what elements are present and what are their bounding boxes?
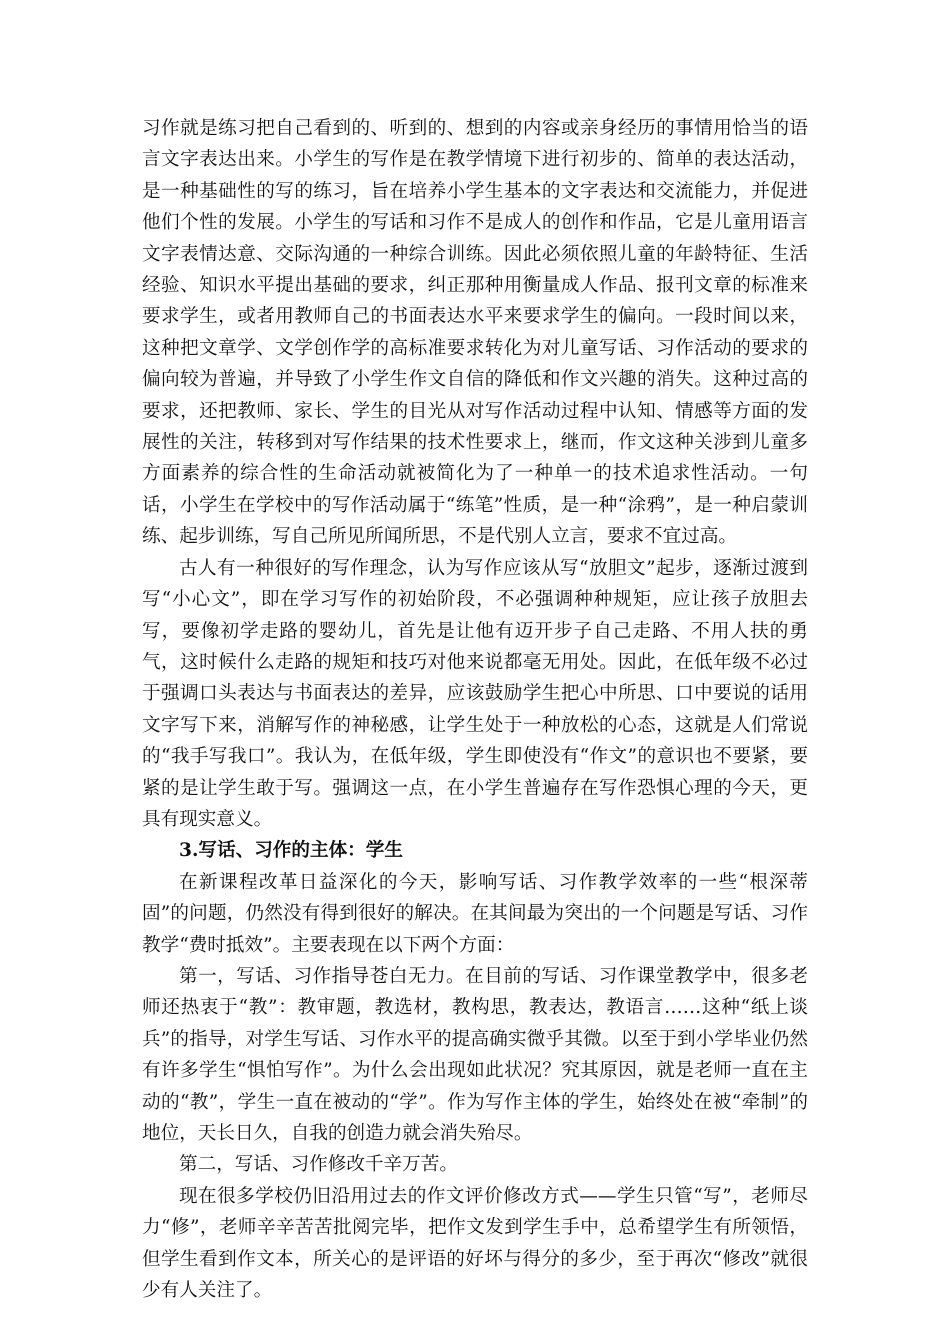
document-page xyxy=(142,113,808,1306)
paragraph-curriculum-reform: 在新课程改革日益深化的今天，影响写话、习作教学效率的一些“根深蒂固”的问题，仍然没有得到很好的解决。在其间最为突出的一个问题是写话、习作教学“费时抵效”。主要表现在以下两个方面： xyxy=(142,871,808,956)
paragraph-second-point: 第二，写话、习作修改千辛万苦。 xyxy=(179,1154,458,1176)
paragraph-ancient-writing-concept: 古人有一种很好的写作理念，认为写作应该从写“放胆文”起步，逐渐过渡到写“小心文”，即在学习写作的初始阶段，不必强调种种规矩，应让孩子放胆去写，要像初学走路的婴幼儿，首先是让他有迈开步子自己走路、不用人扶的勇气，这时候什么走路的规矩和技巧对他来说都毫无用处。因此，在低年级不必过于强调口头表达与书面表达的差异，应该鼓励学生把心中所思、口中要说的话用文字写下来，消解写作的神秘感，让学生处于一种放松的心态，这就是人们常说的“我手写我口”。我认为，在低年级，学生即使没有“作文”的意识也不要紧，要紧的是让学生敢于写。强调这一点，在小学生普遍存在写作恐惧心理的今天，更具有现实意义。 xyxy=(142,557,808,830)
paragraph-first-point: 第一，写话、习作指导苍白无力。在目前的写话、习作课堂教学中，很多老师还热衷于“教”：教审题，教选材，教构思，教表达，教语言……这种“纸上谈兵”的指导，对学生写话、习作水平的提高确实微乎其微。以至于到小学毕业仍然有许多学生“惧怕写作”。为什么会出现如此状况？究其原因，就是老师一直在主动的“教”，学生一直在被动的“学”。作为写作主体的学生，始终处在被“牵制”的地位，天长日久，自我的创造力就会消失殆尽。 xyxy=(142,965,808,1144)
paragraph-writing-definition: 习作就是练习把自己看到的、听到的、想到的内容或亲身经历的事情用恰当的语言文字表达出来。小学生的写作是在教学情境下进行初步的、简单的表达活动，是一种基础性的写的练习，旨在培养小学生基本的文字表达和交流能力，并促进他们个性的发展。小学生的写话和习作不是成人的创作和作品，它是儿童用语言文字表情达意、交际沟通的一种综合训练。因此必须依照儿童的年龄特征、生活经验、知识水平提出基础的要求，纠正那种用衡量成人作品、报刊文章的标准来要求学生，或者用教师自己的书面表达水平来要求学生的偏向。一段时间以来，这种把文章学、文学创作学的高标准要求转化为对儿童写话、习作活动的要求的偏向较为普遍，并导致了小学生作文自信的降低和作文兴趣的消失。这种过高的要求，还把教师、家长、学生的目光从对写作活动过程中认知、情感等方面的发展性的关注，转移到对写作结果的技术性要求上，继而，作文这种关涉到儿童多方面素养的综合性的生命活动就被简化为了一种单一的技术追求性活动。一句话，小学生在学校中的写作活动属于“练笔”性质，是一种“涂鸦”，是一种启蒙训练、起步训练，写自己所见所闻所思，不是代别人立言，要求不宜过高。 xyxy=(142,118,808,548)
paragraph-evaluation-method: 现在很多学校仍旧沿用过去的作文评价修改方式——学生只管“写”，老师尽力“修”，老师辛辛苦苦批阅完毕，把作文发到学生手中，总希望学生有所领悟，但学生看到作文本，所关心的是评语的好坏与得分的多少，至于再次“修改”就很少有人关注了。 xyxy=(142,1185,808,1302)
section-heading: 3.写话、习作的主体：学生 xyxy=(179,840,403,862)
